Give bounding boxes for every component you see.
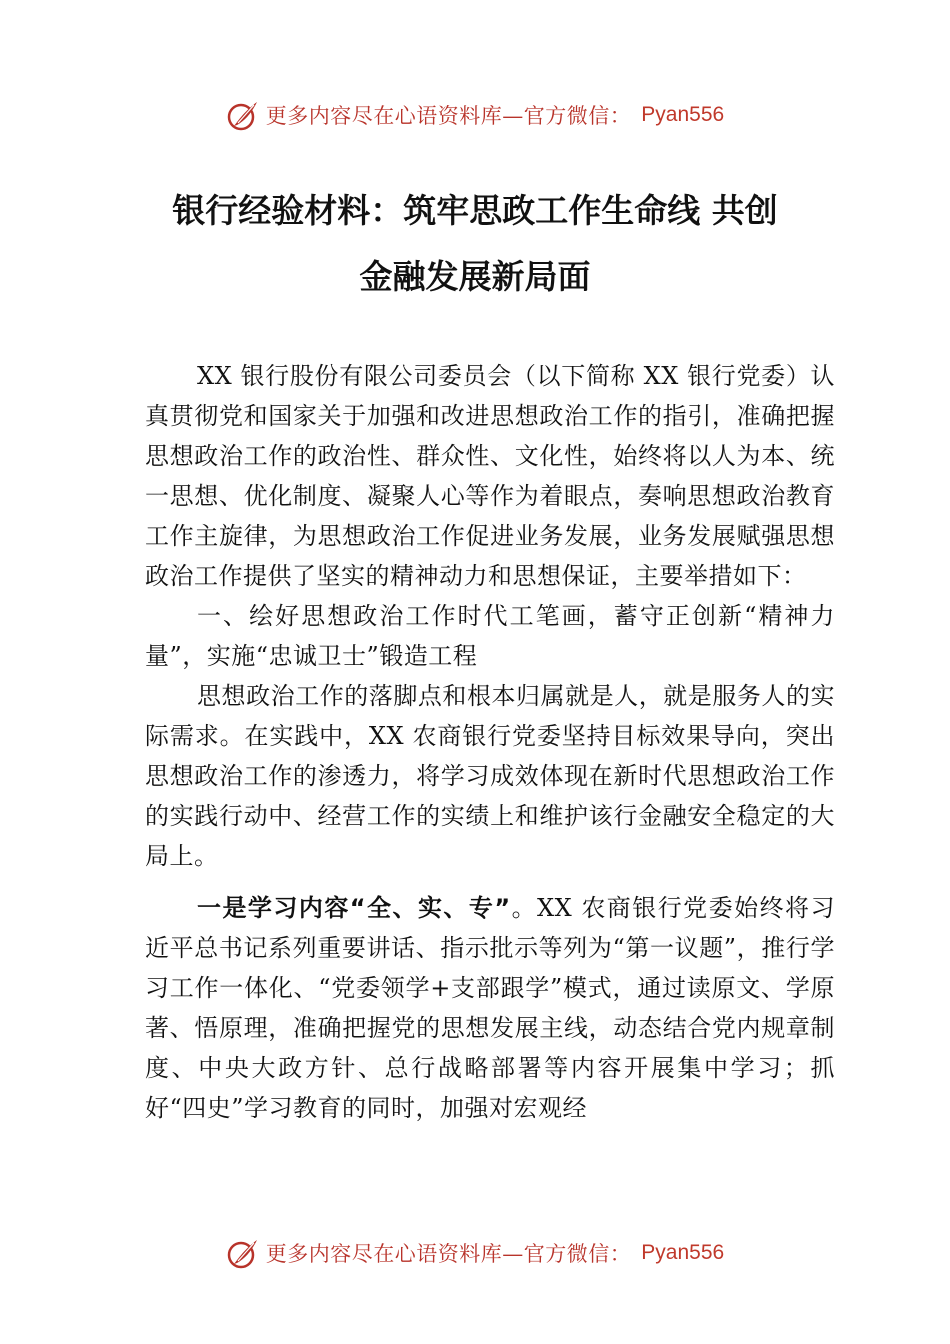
section-heading-1: 一、绘好思想政治工作时代工笔画，蓄守正创新“精神力量”，实施“忠诚卫士”锻造工程	[145, 602, 835, 670]
point-lead: 一是学习内容“全、实、专”	[197, 894, 511, 922]
footer-banner-text: 更多内容尽在心语资料库—官方微信：	[265, 1242, 632, 1266]
header-banner[interactable]	[0, 95, 950, 135]
footer-wechat-id[interactable]: Pyan556	[641, 1241, 725, 1264]
feather-quill-icon	[226, 1236, 260, 1270]
title-line-2: 金融发展新局面	[359, 257, 591, 296]
document-body	[145, 356, 835, 1128]
document-title	[120, 178, 830, 310]
title-line-1: 银行经验材料：筑牢思政工作生命线 共创	[172, 191, 778, 230]
banner-text: 更多内容尽在心语资料库—官方微信：	[265, 104, 632, 128]
intro-paragraph: XX 银行股份有限公司委员会（以下简称 XX 银行党委）认真贯彻党和国家关于加强和改进思想政治工作的指引，准确把握思想政治工作的政治性、群众性、文化性，始终将以人为本、统一思想、优化制度、凝聚人心等作为着眼点，奏响思想政治教育工作主旋律，为思想政治工作促进业务发展，业务发展赋强思想政治工作提供了坚实的精神动力和思想保证，主要举措如下：	[145, 362, 835, 590]
point-paragraph-1	[145, 888, 835, 1128]
section-paragraph: 思想政治工作的落脚点和根本归属就是人，就是服务人的实际需求。在实践中，XX 农商银行党委坚持目标效果导向，突出思想政治工作的渗透力，将学习成效体现在新时代思想政治工作的实践行动中、经营工作的实绩上和维护该行金融安全稳定的大局上。	[145, 682, 835, 870]
point-text: 。XX 农商银行党委始终将习近平总书记系列重要讲话、指示批示等列为“第一议题”，推行学习工作一体化、“党委领学+支部跟学”模式，通过读原文、学原著、悟原理，准确把握党的思想发展主线，动态结合党内规章制度、中央大政方针、总行战略部署等内容开展集中学习；抓好“四史”学习教育的同时，加强对宏观经	[145, 894, 835, 1122]
wechat-id[interactable]: Pyan556	[641, 103, 725, 126]
footer-banner[interactable]	[0, 1233, 950, 1273]
feather-quill-icon	[226, 98, 260, 132]
